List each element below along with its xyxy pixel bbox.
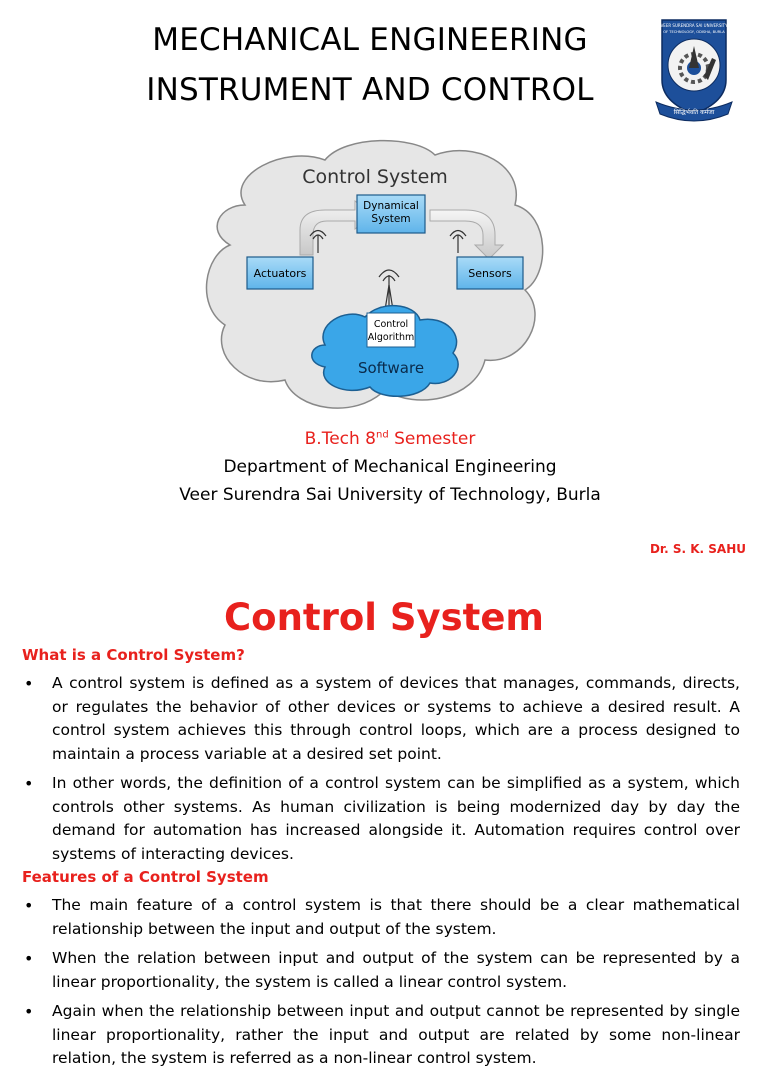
university-line: Veer Surendra Sai University of Technology, Burla bbox=[179, 485, 601, 505]
list-item: • A control system is defined as a system of devices that manages, commands, directs, or regulates the behavior of other devices or systems to achieve a desired result. A control system achieves this through control loops, which are a process designed to maintain a process variable at a desired set point. bbox=[22, 672, 740, 766]
semester-line: B.Tech 8nd Semester bbox=[304, 429, 476, 449]
svg-text:Control: Control bbox=[373, 319, 409, 330]
software-label: Software bbox=[357, 359, 425, 377]
bullet-list-features bbox=[22, 894, 740, 1077]
diagram-title: Control System bbox=[302, 166, 448, 188]
content-slide bbox=[0, 578, 768, 1067]
section-heading-features: Features of a Control System bbox=[22, 868, 269, 886]
section-heading-what: What is a Control System? bbox=[22, 646, 245, 664]
university-logo bbox=[654, 10, 734, 128]
course-title-line-1: MECHANICAL ENGINEERING bbox=[152, 22, 588, 58]
svg-text:Sensors: Sensors bbox=[468, 267, 512, 280]
bullet-list-what bbox=[22, 672, 740, 872]
list-item: • In other words, the definition of a control system can be simplified as a system, which controls other systems. As human civilization is being modernized day by day the demand for automation has increased alongside it. Automation requires control over systems of interacting devices. bbox=[22, 772, 740, 866]
svg-text:System: System bbox=[371, 213, 411, 225]
department-line: Department of Mechanical Engineering bbox=[223, 457, 557, 477]
svg-text:VEER SURENDRA SAI UNIVERSITY: VEER SURENDRA SAI UNIVERSITY bbox=[660, 23, 728, 28]
list-item: • The main feature of a control system is that there should be a clear mathematical relationship between the input and output of the system. bbox=[22, 894, 740, 941]
author-name: Dr. S. K. SAHU bbox=[649, 542, 746, 556]
course-title-line-2: INSTRUMENT AND CONTROL bbox=[146, 72, 594, 108]
svg-text:Actuators: Actuators bbox=[253, 267, 307, 280]
svg-text:Algorithm: Algorithm bbox=[367, 332, 415, 343]
svg-text:Dynamical: Dynamical bbox=[363, 200, 419, 212]
svg-text:सिद्धिर्भवति कर्मजा: सिद्धिर्भवति कर्मजा bbox=[673, 109, 715, 116]
control-system-diagram bbox=[205, 135, 550, 420]
slide-title: Control System bbox=[224, 596, 544, 639]
list-item: • When the relation between input and output of the system can be represented by a linear proportionality, the system is called a linear control system. bbox=[22, 947, 740, 994]
svg-text:OF TECHNOLOGY, ODISHA, BURLA: OF TECHNOLOGY, ODISHA, BURLA bbox=[663, 30, 725, 34]
list-item: • Again when the relationship between input and output cannot be represented by single linear proportionality, rather the input and output are related by some non-linear relation, the system is referred as a non-linear control system. bbox=[22, 1000, 740, 1071]
